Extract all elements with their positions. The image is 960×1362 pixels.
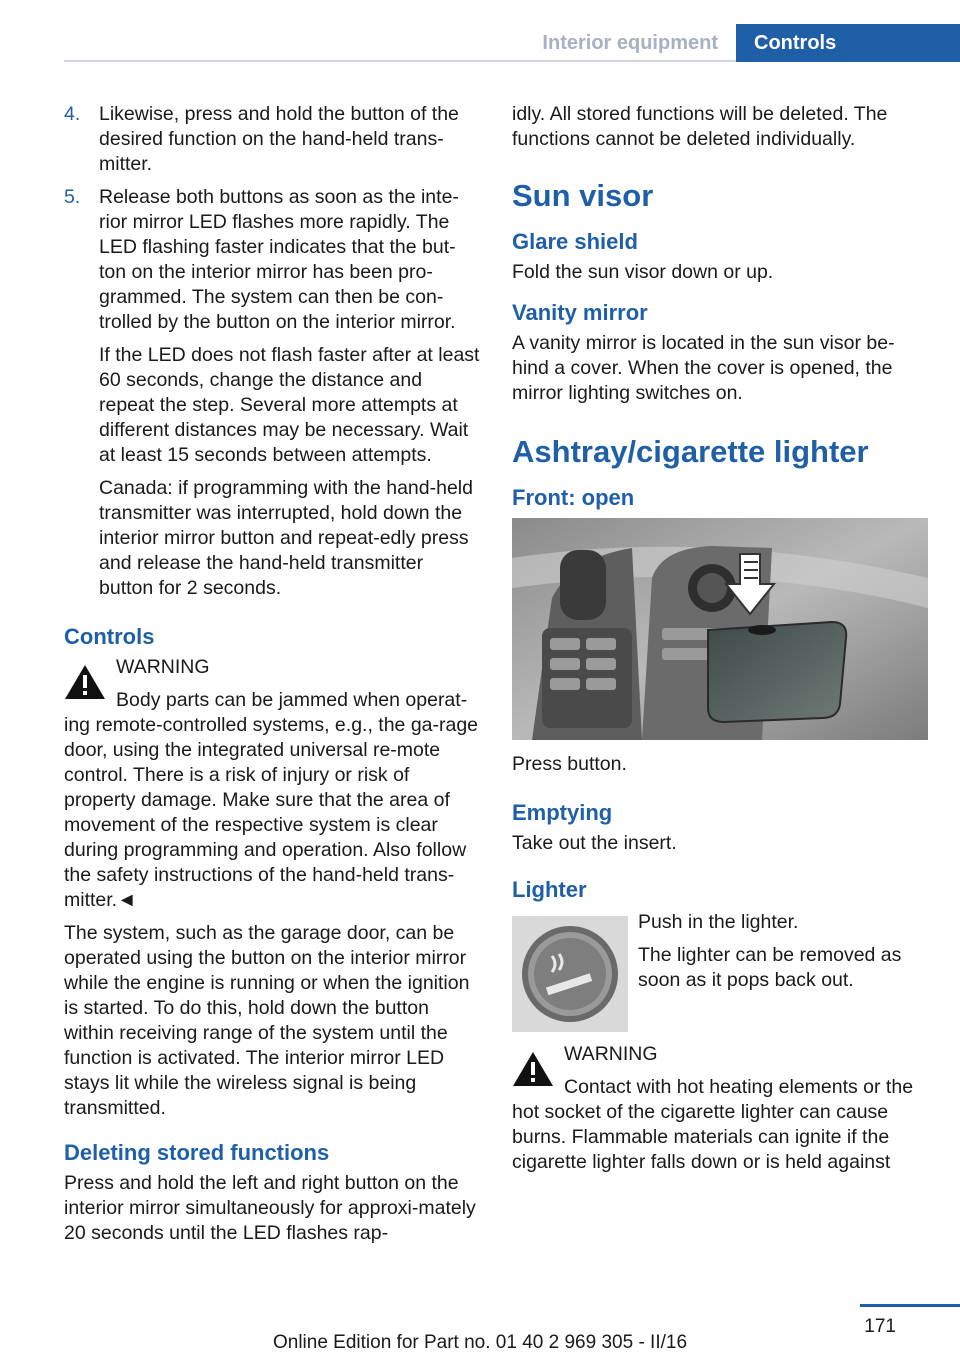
paragraph: The system, such as the garage door, can be operated using the button on the interior mirror while the engine is running or when the ignition is started. To do this, hold down the button within receiving range of the system until the function is activated. The interior mirror LED stays lit while the wireless signal is being transmitted. bbox=[64, 922, 470, 1119]
warning-line: Body parts can be jammed when operat- bbox=[116, 689, 468, 711]
right-column bbox=[512, 102, 930, 1183]
header-section-title: Interior equipment bbox=[542, 32, 718, 54]
warning-block bbox=[512, 1042, 930, 1102]
step-text: Release both buttons as soon as the inte-rior mirror LED flashes more rapidly. The LED flashing faster indicates that the but-ton on the interior mirror has been pro-grammed. The system can then be con-trolled by the button on the interior mirror. bbox=[99, 186, 459, 333]
warning-text: hot socket of the cigarette lighter can cause burns. Flammable materials can ignite if the cigarette lighter falls down or is held against bbox=[512, 1101, 891, 1173]
warning-block bbox=[64, 655, 482, 715]
controls-heading: Controls bbox=[64, 624, 155, 649]
warning-triangle-icon bbox=[512, 1050, 554, 1088]
step-note: If the LED does not flash faster after at least 60 seconds, change the distance and repeat the step. Several more attempts at different distances may be necessary. Wait at least 15 seconds between attempts. bbox=[99, 344, 480, 466]
glare-shield-heading: Glare shield bbox=[512, 229, 638, 254]
step-number: 4. bbox=[64, 103, 81, 125]
warning-line: Contact with hot heating elements or the bbox=[564, 1076, 914, 1098]
page-number: 171 bbox=[864, 1316, 896, 1337]
cigarette-lighter-icon bbox=[512, 916, 628, 1032]
step-4 bbox=[64, 102, 482, 177]
header-tab-controls: Controls bbox=[736, 24, 960, 62]
front-open-heading: Front: open bbox=[512, 485, 635, 510]
paragraph: idly. All stored functions will be deleted. The functions cannot be deleted individually. bbox=[512, 103, 888, 150]
ashtray-photo bbox=[512, 518, 928, 740]
warning-triangle-icon bbox=[64, 663, 106, 701]
warning-title: WARNING bbox=[564, 1043, 658, 1065]
paragraph: Press button. bbox=[512, 753, 627, 775]
lighter-text: The lighter can be removed as soon as it pops back out. bbox=[638, 944, 902, 991]
step-number: 5. bbox=[64, 186, 81, 208]
paragraph: Take out the insert. bbox=[512, 832, 677, 854]
ashtray-heading: Ashtray/cigarette lighter bbox=[512, 434, 869, 469]
warning-title: WARNING bbox=[116, 656, 210, 678]
edition-note: Online Edition for Part no. 01 40 2 969 305 - II/16 bbox=[272, 1332, 688, 1353]
step-text: Likewise, press and hold the button of the desired function on the hand-held trans-mitter. bbox=[99, 103, 459, 175]
lighter-text: Push in the lighter. bbox=[638, 911, 799, 933]
emptying-heading: Emptying bbox=[512, 800, 613, 825]
footer-rule bbox=[860, 1304, 960, 1307]
step-note: Canada: if programming with the hand-held transmitter was interrupted, hold down the interior mirror button and repeat-edly press and release the hand-held transmitter button for 2 seconds. bbox=[99, 477, 473, 599]
deleting-heading: Deleting stored functions bbox=[64, 1140, 330, 1165]
left-column bbox=[64, 102, 482, 1254]
paragraph: Fold the sun visor down or up. bbox=[512, 261, 774, 283]
paragraph: A vanity mirror is located in the sun visor be-hind a cover. When the cover is opened, the mirror lighting switches on. bbox=[512, 332, 895, 404]
paragraph: Press and hold the left and right button on the interior mirror simultaneously for approxi-mately 20 seconds until the LED flashes rap- bbox=[64, 1172, 476, 1244]
step-5 bbox=[64, 185, 482, 601]
sun-visor-heading: Sun visor bbox=[512, 178, 654, 213]
lighter-block bbox=[512, 910, 930, 1030]
vanity-mirror-heading: Vanity mirror bbox=[512, 300, 648, 325]
warning-text: ing remote-controlled systems, e.g., the ga-rage door, using the integrated universal re-mote control. There is a risk of injury or risk of property damage. Make sure that the area of movement of the respective system is clear during programming and operation. Also follow the safety instructions of the hand-held trans-mitter.◄ bbox=[64, 714, 479, 911]
lighter-heading: Lighter bbox=[512, 877, 587, 902]
